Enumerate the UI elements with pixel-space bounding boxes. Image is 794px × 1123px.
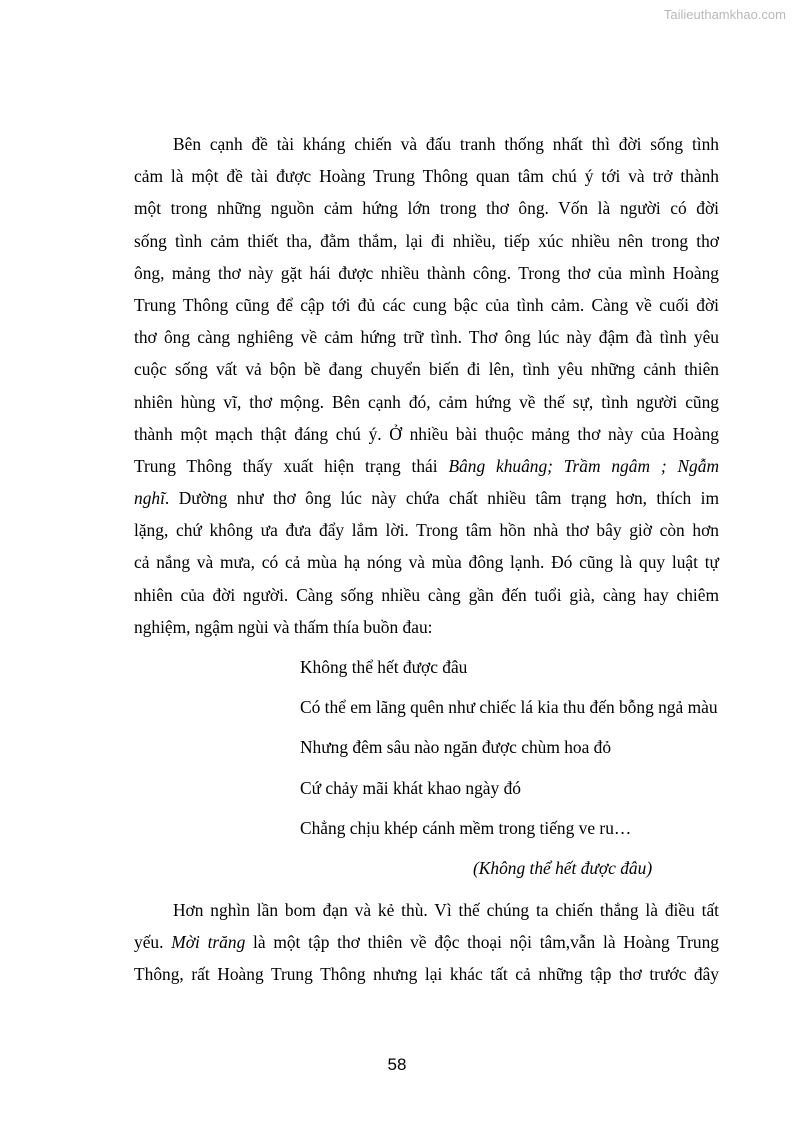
text-line: một trong những nguồn cảm hứng lớn trong thơ ông. Vốn là người có đời xyxy=(134,198,719,219)
text-line: cảm là một đề tài được Hoàng Trung Thông quan tâm chú ý tới và trở thành xyxy=(134,166,719,187)
poem-line: Có thể em lãng quên như chiếc lá kia thu đến bỗng ngả màu xyxy=(300,697,718,718)
poem-attribution: (Không thể hết được đâu) xyxy=(473,858,653,878)
text-line: cuộc sống vất vả bộn bề đang chuyển biến đi lên, tình yêu những cảnh thiên xyxy=(134,359,719,380)
text-line: sống tình cảm thiết tha, đằm thắm, lại đi nhiều, tiếp xúc nhiều nên trong thơ xyxy=(134,230,719,251)
text-line xyxy=(134,931,719,963)
text-line: ông, mảng thơ này gặt hái được nhiều thành công. Trong thơ của mình Hoàng xyxy=(134,262,719,283)
text-line: nghiệm, ngậm ngùi và thấm thía buồn đau: xyxy=(134,616,433,637)
poem xyxy=(300,656,718,857)
text-line: Bên cạnh đề tài kháng chiến và đấu tranh thống nhất thì đời sống tình xyxy=(173,134,719,154)
paragraph-2 xyxy=(134,899,719,996)
text-line xyxy=(134,487,719,519)
poem-line: Nhưng đêm sâu nào ngăn được chùm hoa đỏ xyxy=(300,737,612,758)
poem-line: Không thể hết được đâu xyxy=(300,657,468,677)
text-line: lặng, chứ không ưa đưa đẩy lắm lời. Trong tâm hồn nhà thơ bây giờ còn hơn xyxy=(134,520,719,541)
poem-line: Chẳng chịu khép cánh mềm trong tiếng ve ru… xyxy=(300,817,632,838)
text-segment: Trung Thông thấy xuất hiện trạng thái xyxy=(134,455,449,476)
paragraph-1 xyxy=(134,133,719,648)
text-segment: là một tập thơ thiên về độc thoại nội tâm,vẫn là Hoàng Trung xyxy=(245,932,719,953)
text-line: cả nắng và mưa, có cả mùa hạ nóng và mùa đông lạnh. Đó cũng là quy luật tự xyxy=(134,552,719,573)
text-line: Hơn nghìn lần bom đạn và kẻ thù. Vì thế chúng ta chiến thắng là điều tất xyxy=(173,900,719,920)
text-line: nhiên hùng vĩ, thơ mộng. Bên cạnh đó, cảm hứng về thế sự, tình người cũng xyxy=(134,391,719,412)
poem-line: Cứ chảy mãi khát khao ngày đó xyxy=(300,777,521,798)
text-line xyxy=(134,455,719,487)
text-segment: . Dường như thơ ông lúc này chứa chất nhiều tâm trạng hơn, thích im xyxy=(164,488,719,509)
text-segment: yếu. xyxy=(134,932,172,953)
text-line: Thông, rất Hoàng Trung Thông nhưng lại khác tất cả những tập thơ trước đây xyxy=(134,964,719,985)
italic-phrase: Mời trăng xyxy=(171,932,246,953)
text-line: thành một mạch thật đáng chú ý. Ở nhiều bài thuộc mảng thơ này của Hoàng xyxy=(134,423,719,444)
text-line: Trung Thông cũng để cập tới đủ các cung bậc của tình cảm. Càng về cuối đời xyxy=(134,294,719,315)
watermark: Tailieuthamkhao.com xyxy=(663,7,786,22)
italic-phrase: Bâng khuâng; Trầm ngâm ; Ngẫm xyxy=(448,455,720,476)
italic-phrase: nghĩ xyxy=(134,488,165,509)
text-line: nhiên của đời người. Càng sống nhiều càng gần đến tuổi già, càng hay chiêm xyxy=(134,584,719,605)
text-line: thơ ông càng nghiêng về cảm hứng trữ tình. Thơ ông lúc này đậm đà tình yêu xyxy=(134,327,719,348)
page-number: 58 xyxy=(387,1055,407,1074)
